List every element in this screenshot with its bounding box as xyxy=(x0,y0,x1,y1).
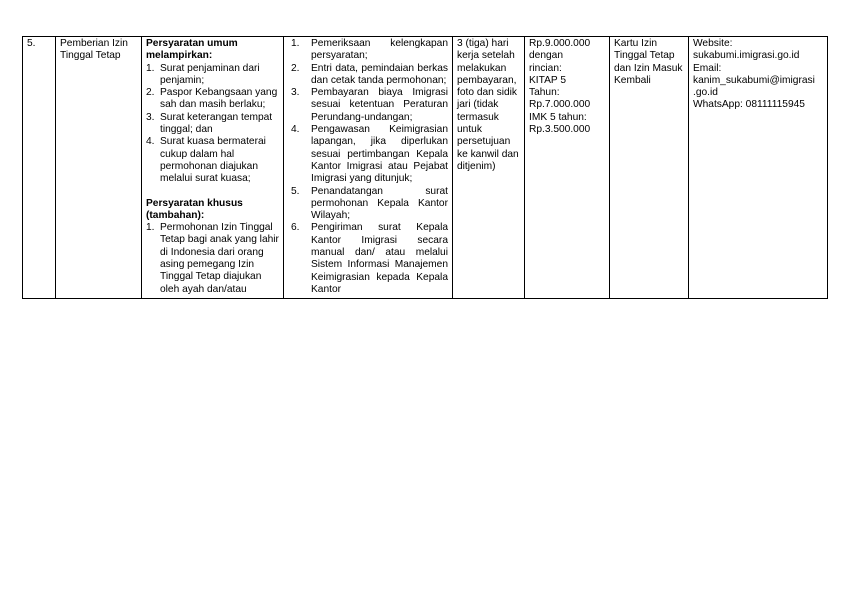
list-item: 1. Surat penjaminan dari penjamin; xyxy=(146,62,260,86)
list-item: 4. Surat kuasa bermaterai cukup dalam hal permohonan diajukan melalui surat kuasa; xyxy=(146,136,266,185)
list-item: 1. Permohonan Izin Tinggal Tetap bagi anak yang lahir di Indonesia dari orang asing pemegang Izin Tinggal Tetap diajukan oleh ayah dan/atau xyxy=(146,222,279,295)
list-item: 4. Pengawasan Keimigrasian lapangan, jika diperlukan sesuai pertimbangan Kepala Kantor Imigrasi atau Pejabat Imigrasi yang ditunjuk; xyxy=(291,124,448,185)
general-requirements-list xyxy=(146,63,279,186)
contact-label-website: Website: xyxy=(693,38,733,49)
procedure-list xyxy=(288,38,448,296)
list-item: 2. Paspor Kebangsaan yang sah dan masih berlaku; xyxy=(146,87,278,111)
email-link-continued[interactable]: .go.id xyxy=(693,87,718,99)
contact-cell xyxy=(689,37,828,299)
table-row xyxy=(23,37,828,299)
list-item: 2. Entri data, pemindaian berkas dan cetak tanda permohonan; xyxy=(291,62,448,86)
procedure-cell xyxy=(284,37,453,299)
service-name: Pemberian Izin Tinggal Tetap xyxy=(56,37,142,299)
special-requirements-list xyxy=(146,222,279,296)
email-link[interactable]: kanim_sukabumi@imigrasi xyxy=(693,74,815,86)
list-item: 5. Penandatangan surat permohonan Kepala Kantor Wilayah; xyxy=(291,185,448,222)
general-requirements-title: Persyaratan umum melampirkan: xyxy=(146,38,238,62)
cost-line: dengan xyxy=(529,50,563,62)
website-link[interactable]: sukabumi.imigrasi.go.id xyxy=(693,50,800,62)
cost-line: rincian: xyxy=(529,62,562,74)
processing-time: 3 (tiga) hari kerja setelah melakukan pembayaran, foto dan sidik jari (tidak termasuk untuk persetujuan ke kanwil dan ditjenim) xyxy=(453,37,525,299)
service-table xyxy=(22,36,828,299)
cost-line: IMK 5 tahun: xyxy=(529,111,587,123)
cost-line: KITAP 5 xyxy=(529,74,566,86)
list-item: 1. Pemeriksaan kelengkapan persyaratan; xyxy=(291,38,448,62)
list-item: 3. Surat keterangan tempat tinggal; dan xyxy=(146,111,273,136)
cost-cell xyxy=(525,37,610,299)
list-item: 6. Pengiriman surat Kepala Kantor Imigrasi secara manual dan/ atau melalui Sistem Informasi Manajemen Keimigrasian kepada Kepala Kantor xyxy=(291,222,448,295)
contact-label-email: Email: xyxy=(693,62,722,74)
list-item: 3. Pembayaran biaya Imigrasi sesuai ketentuan Peraturan Perundang-undangan; xyxy=(291,87,448,123)
requirements-cell xyxy=(142,37,284,299)
cost-line: Rp.9.000.000 xyxy=(529,38,591,49)
cost-line: Rp.3.500.000 xyxy=(529,124,591,136)
special-requirements-title: Persyaratan khusus (tambahan): xyxy=(146,197,243,221)
row-number: 5. xyxy=(23,37,56,299)
cost-line: Rp.7.000.000 xyxy=(529,99,591,111)
whatsapp-contact[interactable]: WhatsApp: 08111115945 xyxy=(693,99,805,111)
cost-line: Tahun: xyxy=(529,87,560,99)
service-output: Kartu Izin Tinggal Tetap dan Izin Masuk Kembali xyxy=(610,37,689,299)
